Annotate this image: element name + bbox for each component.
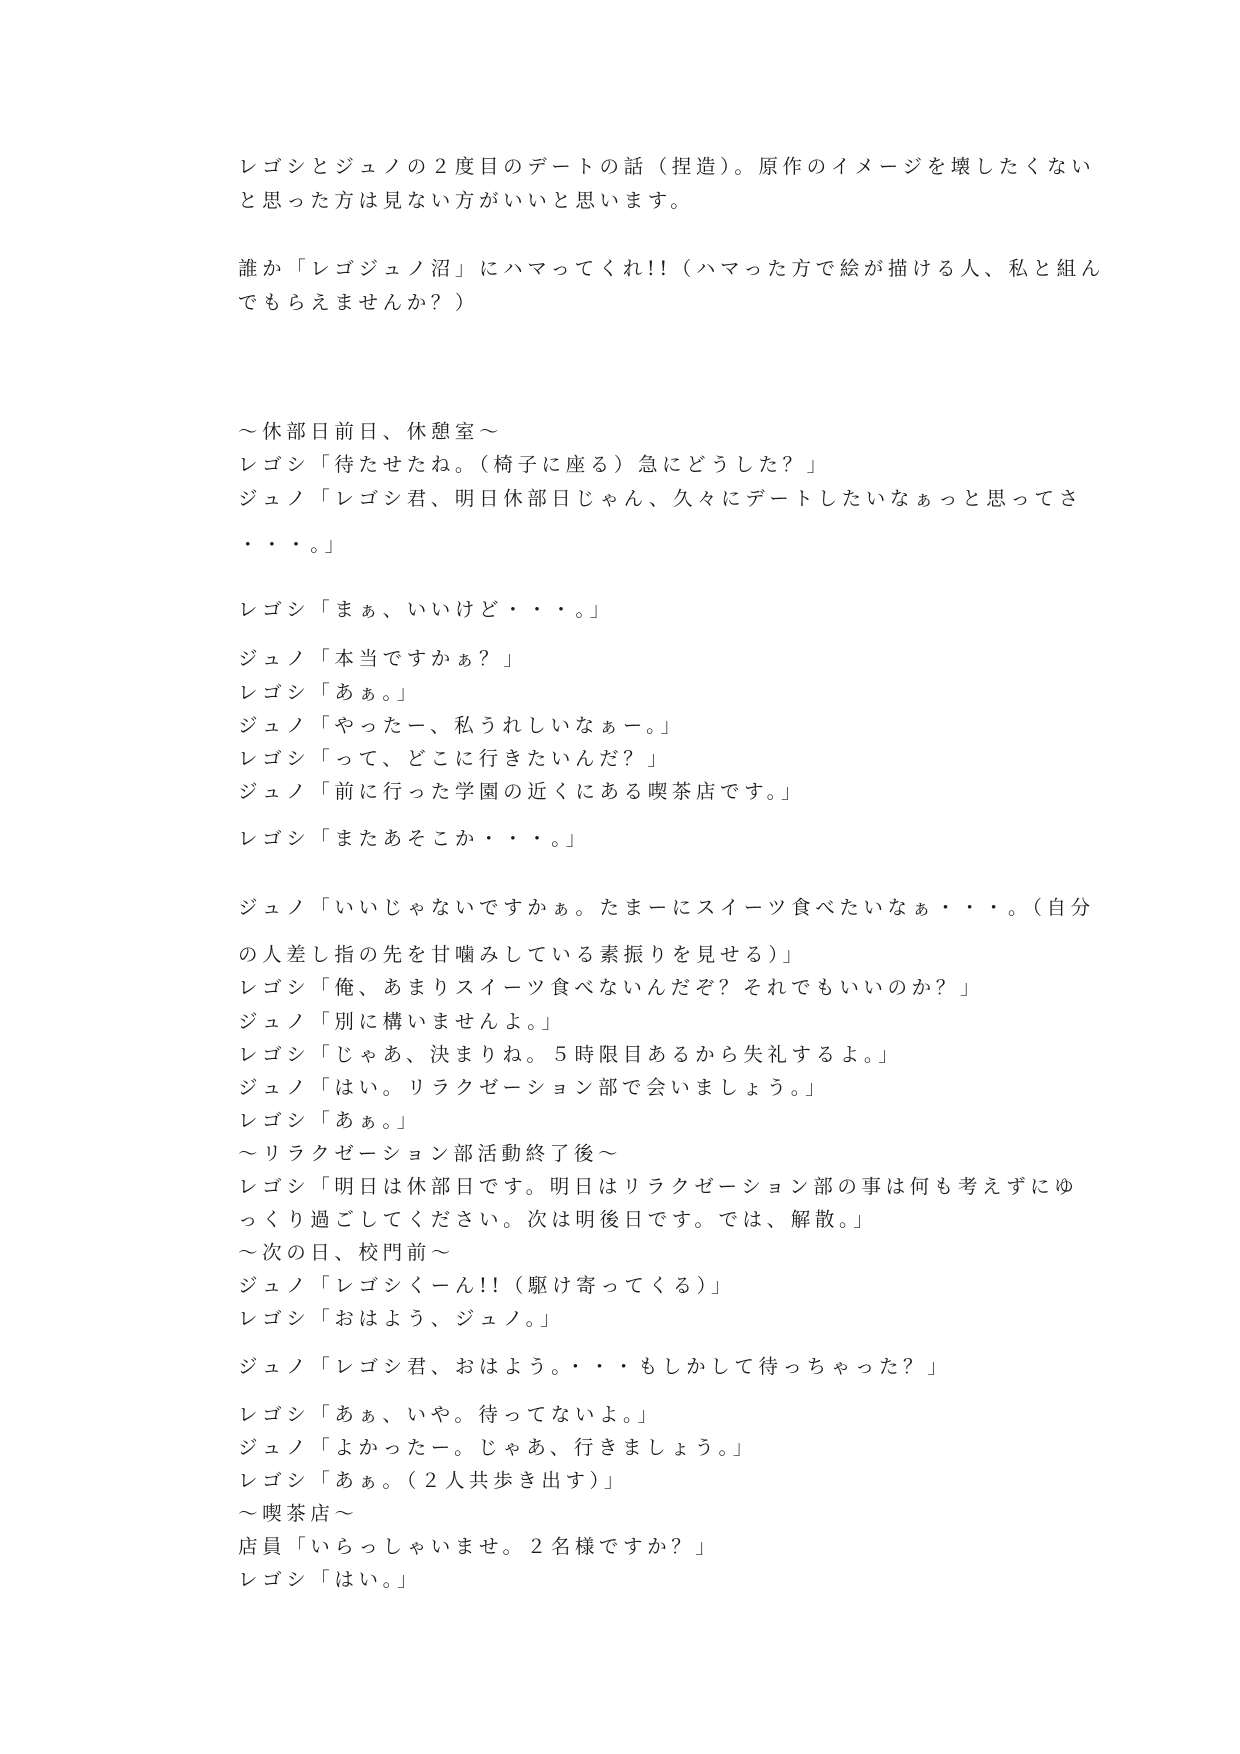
script-line: レゴシ「まぁ、いいけど・・・。」 <box>238 598 614 621</box>
script-line: レゴシ「あぁ。」 <box>238 681 421 704</box>
script-line: ジュノ「別に構いませんよ。」 <box>238 1010 566 1033</box>
script-line: レゴシ「待たせたね。（椅子に座る）急にどうした？」 <box>238 453 831 476</box>
script-line: レゴシ「はい。」 <box>238 1568 422 1591</box>
intro-line: でもらえませんか？） <box>238 291 480 314</box>
script-line: レゴシ「またあそこか・・・。」 <box>238 827 590 850</box>
script-line: レゴシ「じゃあ、決まりね。５時限目あるから失礼するよ。」 <box>238 1043 903 1066</box>
script-line: レゴシ「明日は休部日です。明日はリラクゼーション部の事は何も考えずにゆ <box>238 1175 1079 1198</box>
script-line: ジュノ「はい。リラクゼーション部で会いましょう。」 <box>238 1076 830 1099</box>
script-line: ジュノ「よかったー。じゃあ、行きましょう。」 <box>238 1436 757 1459</box>
script-line: ジュノ「やったー、私うれしいなぁー。」 <box>238 714 685 737</box>
script-line: ジュノ「レゴシ君、おはよう。・・・もしかして待っちゃった？」 <box>238 1355 952 1378</box>
intro-line: と思った方は見ない方がいいと思います。 <box>238 189 695 212</box>
script-line: 〜リラクゼーション部活動終了後〜 <box>238 1142 623 1165</box>
script-line: ジュノ「レゴシ君、明日休部日じゃん、久々にデートしたいなぁっと思ってさ <box>238 487 1083 510</box>
script-line: ジュノ「前に行った学園の近くにある喫茶店です。」 <box>238 780 806 803</box>
script-line: レゴシ「あぁ。」 <box>238 1109 421 1132</box>
script-line: ジュノ「いいじゃないですかぁ。たまーにスイーツ食べたいなぁ・・・。（自分 <box>238 896 1095 919</box>
script-line: レゴシ「おはよう、ジュノ。」 <box>238 1307 565 1330</box>
script-line: レゴシ「あぁ。（２人共歩き出す）」 <box>238 1469 629 1492</box>
script-line: ・・・。」 <box>238 533 349 556</box>
script-line: 〜次の日、校門前〜 <box>238 1241 455 1264</box>
intro-line: レゴシとジュノの２度目のデートの話（捏造）。原作のイメージを壊したくない <box>238 155 1096 178</box>
script-line: 〜喫茶店〜 <box>238 1502 359 1525</box>
script-line: レゴシ「って、どこに行きたいんだ？」 <box>238 747 672 770</box>
script-line: の人差し指の先を甘噛みしている素振りを見せる）」 <box>238 943 807 966</box>
script-line: ジュノ「レゴシくーん!!（駆け寄ってくる）」 <box>238 1274 736 1297</box>
script-line: っくり過ごしてください。次は明後日です。では、解散。」 <box>238 1208 878 1231</box>
script-line: 店員「いらっしゃいませ。２名様ですか？」 <box>238 1535 720 1558</box>
script-line: ジュノ「本当ですかぁ？」 <box>238 647 528 670</box>
script-line: レゴシ「あぁ、いや。待ってないよ。」 <box>238 1403 662 1426</box>
script-line: レゴシ「俺、あまりスイーツ食べないんだぞ？それでもいいのか？」 <box>238 976 984 999</box>
script-line: 〜休部日前日、休憩室〜 <box>238 420 504 443</box>
intro-line: 誰か「レゴジュノ沼」にハマってくれ!!（ハマった方で絵が描ける人、私と組ん <box>238 257 1105 280</box>
